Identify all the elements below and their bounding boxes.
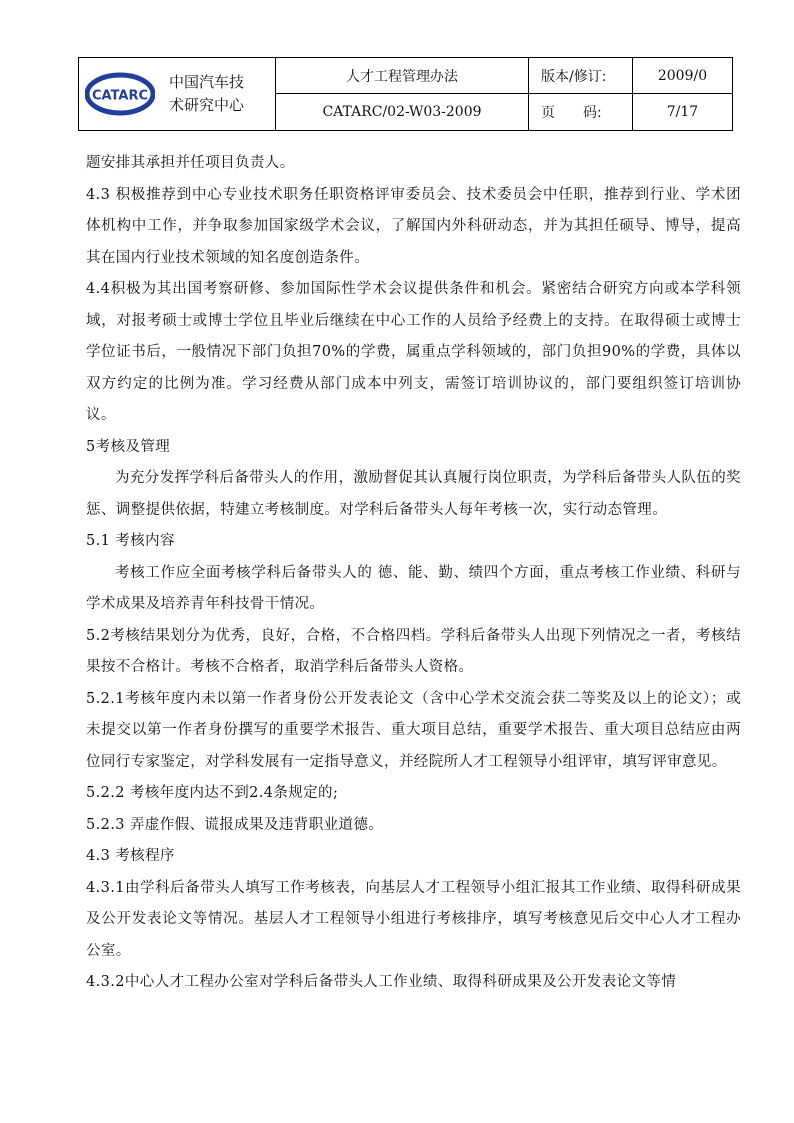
paragraph: 5.2考核结果划分为优秀，良好，合格，不合格四档。学科后备带头人出现下列情况之一者，考核结果按不合格计。考核不合格者，取消学科后备带头人资格。 bbox=[86, 627, 741, 675]
page-number: 7/17 bbox=[666, 104, 699, 120]
page-label: 页 码: bbox=[529, 94, 633, 130]
document-header bbox=[78, 57, 733, 131]
paragraph: 5.2.2 考核年度内达不到2.4条规定的; bbox=[86, 785, 339, 801]
catarc-logo-icon bbox=[85, 72, 155, 116]
paragraph: 4.3 积极推荐到中心专业技术职务任职资格评审委员会、技术委员会中任职，推荐到行业、学术团体机构中工作，并争取参加国家级学术会议，了解国内外科研动态，并为其担任硕导、博导，提高其在国内行业技术领域的知名度创造条件。 bbox=[86, 186, 741, 266]
version-value: 2009/0 bbox=[633, 58, 732, 94]
paragraph: 4.4积极为其出国考察研修、参加国际性学术会议提供条件和机会。紧密结合研究方向或本学科领域，对报考硕士或博士学位且毕业后继续在中心工作的人员给予经费上的支持。在取得硕士或博士学位证书后，一般情况下部门负担70%的学费，属重点学科领域的，部门负担90%的学费，具体以双方约定的比例为准。学习经费从部门成本中列支，需签订培训协议的，部门要组织签订培训协议。 bbox=[86, 281, 741, 423]
section-heading: 4.3 考核程序 bbox=[86, 848, 175, 864]
paragraph: 题安排其承担并任项目负责人。 bbox=[86, 155, 295, 171]
paragraph: 4.3.1由学科后备带头人填写工作考核表，向基层人才工程领导小组汇报其工作业绩、取得科研成果及公开发表论文等情况。基层人才工程领导小组进行考核排序，填写考核意见后交中心人才工程办公室。 bbox=[86, 879, 741, 959]
doc-title: 人才工程管理办法 bbox=[276, 58, 529, 94]
org-cell bbox=[79, 58, 276, 130]
org-name-line1: 中国汽车技 bbox=[169, 73, 245, 91]
doc-code: CATARC/02-W03-2009 bbox=[276, 94, 529, 130]
org-name bbox=[169, 71, 244, 117]
paragraph: 5.2.1考核年度内未以第一作者身份公开发表论文（含中心学术交流会获二等奖及以上的论文）；或未提交以第一作者身份撰写的重要学术报告、重大项目总结，重要学术报告、重大项目总结应由两位同行专家鉴定，对学科发展有一定指导意义，并经院所人才工程领导小组评审，填写评审意见。 bbox=[86, 690, 741, 770]
section-heading: 5.1 考核内容 bbox=[86, 533, 175, 549]
version-label: 版本/修订: bbox=[529, 58, 633, 94]
paragraph: 考核工作应全面考核学科后备带头人的 德、能、勤、绩四个方面，重点考核工作业绩、科研与学术成果及培养青年科技骨干情况。 bbox=[86, 564, 741, 612]
paragraph: 为充分发挥学科后备带头人的作用，激励督促其认真履行岗位职责，为学科后备带头人队伍的奖惩、调整提供依据，特建立考核制度。对学科后备带头人每年考核一次，实行动态管理。 bbox=[86, 470, 741, 518]
paragraph: 4.3.2中心人才工程办公室对学科后备带头人工作业绩、取得科研成果及公开发表论文等情 bbox=[86, 974, 677, 990]
svg-text:CATARC: CATARC bbox=[91, 88, 149, 104]
paragraph: 5.2.3 弄虚作假、谎报成果及违背职业道德。 bbox=[86, 816, 384, 833]
org-name-line2: 术研究中心 bbox=[169, 96, 245, 114]
section-heading: 5考核及管理 bbox=[86, 438, 171, 455]
document-body bbox=[86, 148, 741, 999]
